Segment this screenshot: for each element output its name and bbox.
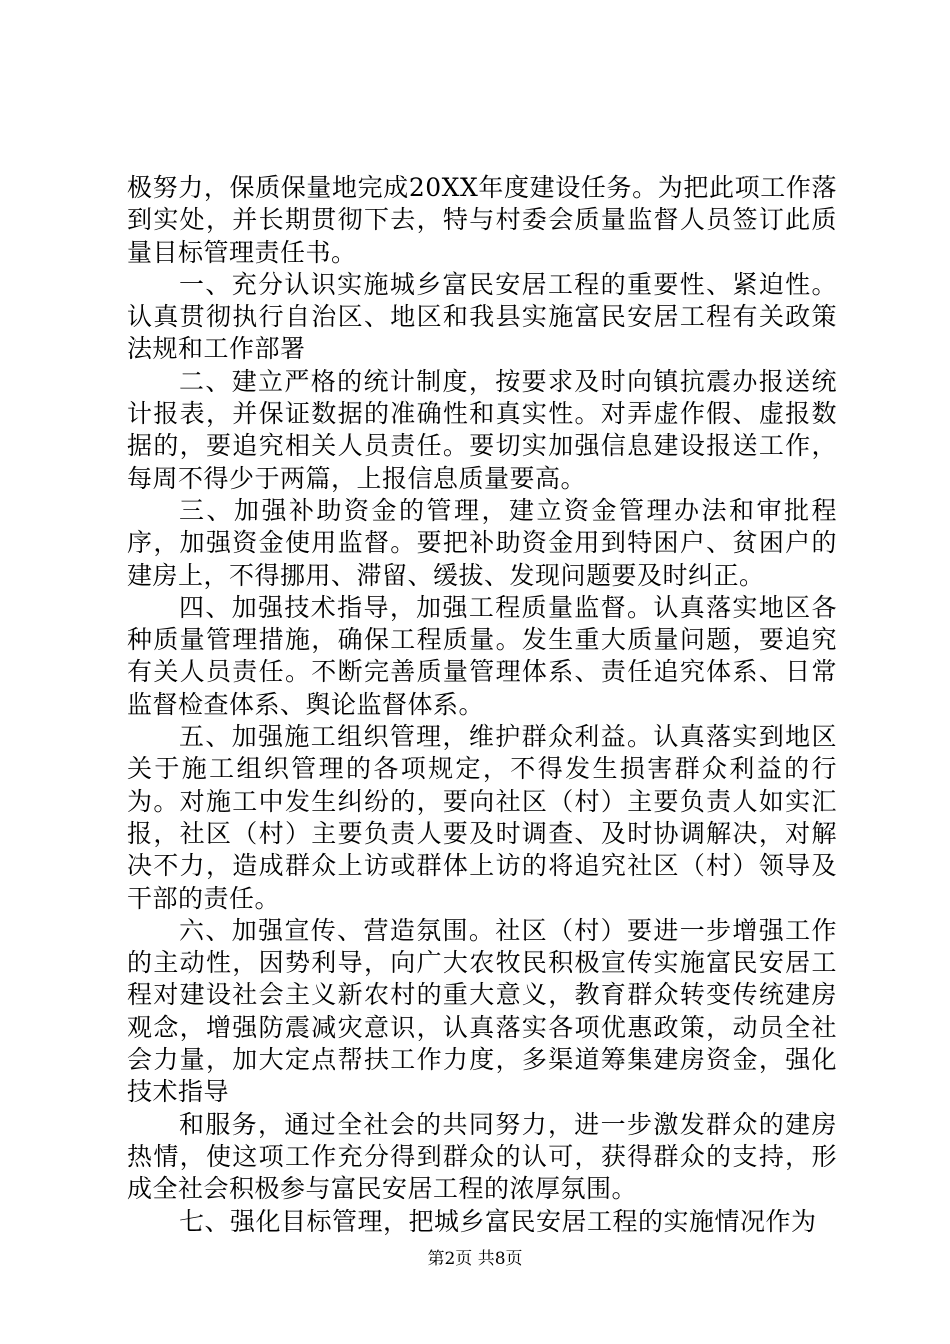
paragraph-1: 极努力，保质保量地完成20XX年度建设任务。为把此项工作落到实处，并长期贯彻下去，特与村委会质量监督人员签订此质量目标管理责任书。 <box>127 173 837 267</box>
document-body <box>127 172 837 1238</box>
paragraph-2: 一、充分认识实施城乡富民安居工程的重要性、紧迫性。认真贯彻执行自治区、地区和我县实施富民安居工程有关政策法规和工作部署 <box>127 269 837 364</box>
paragraph-4: 三、加强补助资金的管理，建立资金管理办法和审批程序，加强资金使用监督。要把补助资金用到特困户、贫困户的建房上，不得挪用、滞留、缓拔、发现问题要及时纠正。 <box>127 495 837 590</box>
paragraph-8: 和服务，通过全社会的共同努力，进一步激发群众的建房热情，使这项工作充分得到群众的认可，获得群众的支持，形成全社会积极参与富民安居工程的浓厚氛围。 <box>127 1109 837 1204</box>
paragraph-3: 二、建立严格的统计制度，按要求及时向镇抗震办报送统计报表，并保证数据的准确性和真实性。对弄虚作假、虚报数据的，要追究相关人员责任。要切实加强信息建设报送工作，每周不得少于两篇，上报信息质量要高。 <box>127 366 837 493</box>
page-number-footer: 第2页 共8页 <box>427 1249 523 1269</box>
paragraph-7: 六、加强宣传、营造氛围。社区（村）要进一步增强工作的主动性，因势利导，向广大农牧民积极宣传实施富民安居工程对建设社会主义新农村的重大意义，教育群众转变传统建房观念，增强防震减灾意识，认真落实各项优惠政策，动员全社会力量，加大定点帮扶工作力度，多渠道筹集建房资金，强化技术指导 <box>127 915 837 1107</box>
paragraph-9: 七、强化目标管理，把城乡富民安居工程的实施情况作为 <box>179 1206 817 1236</box>
paragraph-6: 五、加强施工组织管理，维护群众利益。认真落实到地区关于施工组织管理的各项规定，不得发生损害群众利益的行为。对施工中发生纠纷的，要向社区（村）主要负责人如实汇报，社区（村）主要负责人要及时调查、及时协调解决，对解决不力，造成群众上访或群体上访的将追究社区（村）领导及干部的责任。 <box>127 722 837 913</box>
paragraph-5: 四、加强技术指导，加强工程质量监督。认真落实地区各种质量管理措施，确保工程质量。发生重大质量问题，要追究有关人员责任。不断完善质量管理体系、责任追究体系、日常监督检查体系、舆论监督体系。 <box>127 592 837 719</box>
